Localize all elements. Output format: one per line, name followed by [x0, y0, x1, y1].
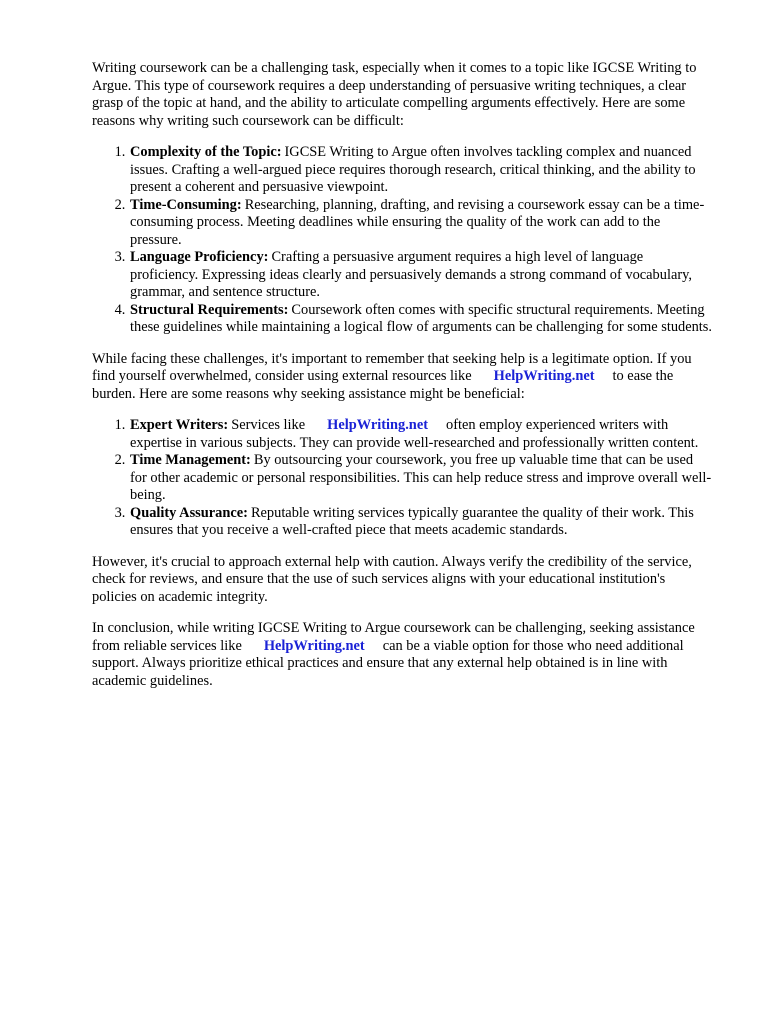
list-item-term: Structural Requirements:: [130, 301, 289, 318]
help-text-before: While facing these challenges, it's important to remember that seeking help is a legitimate option. If you find yourself overwhelmed, consider using external resources like: [92, 350, 692, 384]
document-page: [92, 60, 712, 704]
helpwriting-link[interactable]: HelpWriting.net: [493, 368, 595, 384]
list-item: [129, 302, 712, 337]
list-item-text: Coursework often comes with specific structural requirements. Meeting these guidelines while maintaining a logical flow of arguments can be challenging for some students.: [130, 301, 713, 335]
difficulties-list: [92, 144, 712, 337]
list-item-term: Quality Assurance:: [130, 504, 248, 521]
list-item: [129, 197, 712, 250]
intro-paragraph: Writing coursework can be a challenging task, especially when it comes to a topic like IGCSE Writing to Argue. This type of coursework requires a deep understanding of persuasive writing techniques, a clear grasp of the topic at hand, and the ability to articulate compelling arguments effectively. Here are some reasons why writing such coursework can be difficult:: [92, 60, 697, 129]
conclusion-paragraph: [92, 620, 712, 690]
list-item-term: Time Management:: [130, 452, 251, 468]
list-item-text: IGCSE Writing to Argue often involves tackling complex and nuanced issues. Crafting a well-argued piece requires thorough research, critical thinking, and the ability to present a coherent and persuasive viewpoint.: [130, 144, 696, 195]
list-item-term: Expert Writers:: [130, 417, 229, 433]
conclusion-text-after: can be a viable option for those who need additional support. Always prioritize ethical practices and ensure that any external help obtained is in line with academic guidelines.: [92, 637, 684, 689]
conclusion-text-before: In conclusion, while writing IGCSE Writing to Argue coursework can be challenging, seeking assistance from reliable services like: [92, 620, 695, 654]
help-paragraph: [92, 351, 712, 404]
list-item-term: Complexity of the Topic:: [130, 144, 282, 160]
list-item-text: Researching, planning, drafting, and revising a coursework essay can be a time-consuming process. Meeting deadlines while ensuring the quality of the work can add to the pressure.: [130, 196, 705, 248]
list-item-text-before: Services like: [231, 417, 306, 433]
list-item-text: By outsourcing your coursework, you free up valuable time that can be used for other academic or personal responsibilities. This can help reduce stress and improve overall well-being.: [130, 452, 712, 503]
list-item: [129, 144, 712, 197]
list-item: [129, 452, 712, 505]
list-item-text: Reputable writing services typically guarantee the quality of their work. This ensures that you receive a well-crafted piece that meets academic standards.: [130, 504, 694, 538]
helpwriting-link[interactable]: HelpWriting.net: [327, 417, 428, 433]
list-item: [129, 505, 712, 540]
help-text-after: to ease the burden. Here are some reasons why seeking assistance might be beneficial:: [92, 368, 674, 402]
list-item-text: often employ experienced writers with expertise in various subjects. They can provide well-researched and professionally written content.: [130, 417, 699, 451]
list-item-text: Crafting a persuasive argument requires a high level of language proficiency. Expressing ideas clearly and persuasively demands a strong command of vocabulary, grammar, and sentence structure.: [130, 249, 692, 300]
helpwriting-link[interactable]: HelpWriting.net: [263, 637, 365, 654]
list-item: [129, 249, 712, 302]
list-item-term: Language Proficiency:: [130, 249, 269, 265]
list-item: [129, 417, 712, 452]
benefits-list: [92, 417, 712, 540]
caution-paragraph: However, it's crucial to approach external help with caution. Always verify the credibility of the service, check for reviews, and ensure that the use of such services aligns with your educational institution's policies on academic integrity.: [92, 553, 692, 605]
list-item-term: Time-Consuming:: [130, 196, 242, 213]
